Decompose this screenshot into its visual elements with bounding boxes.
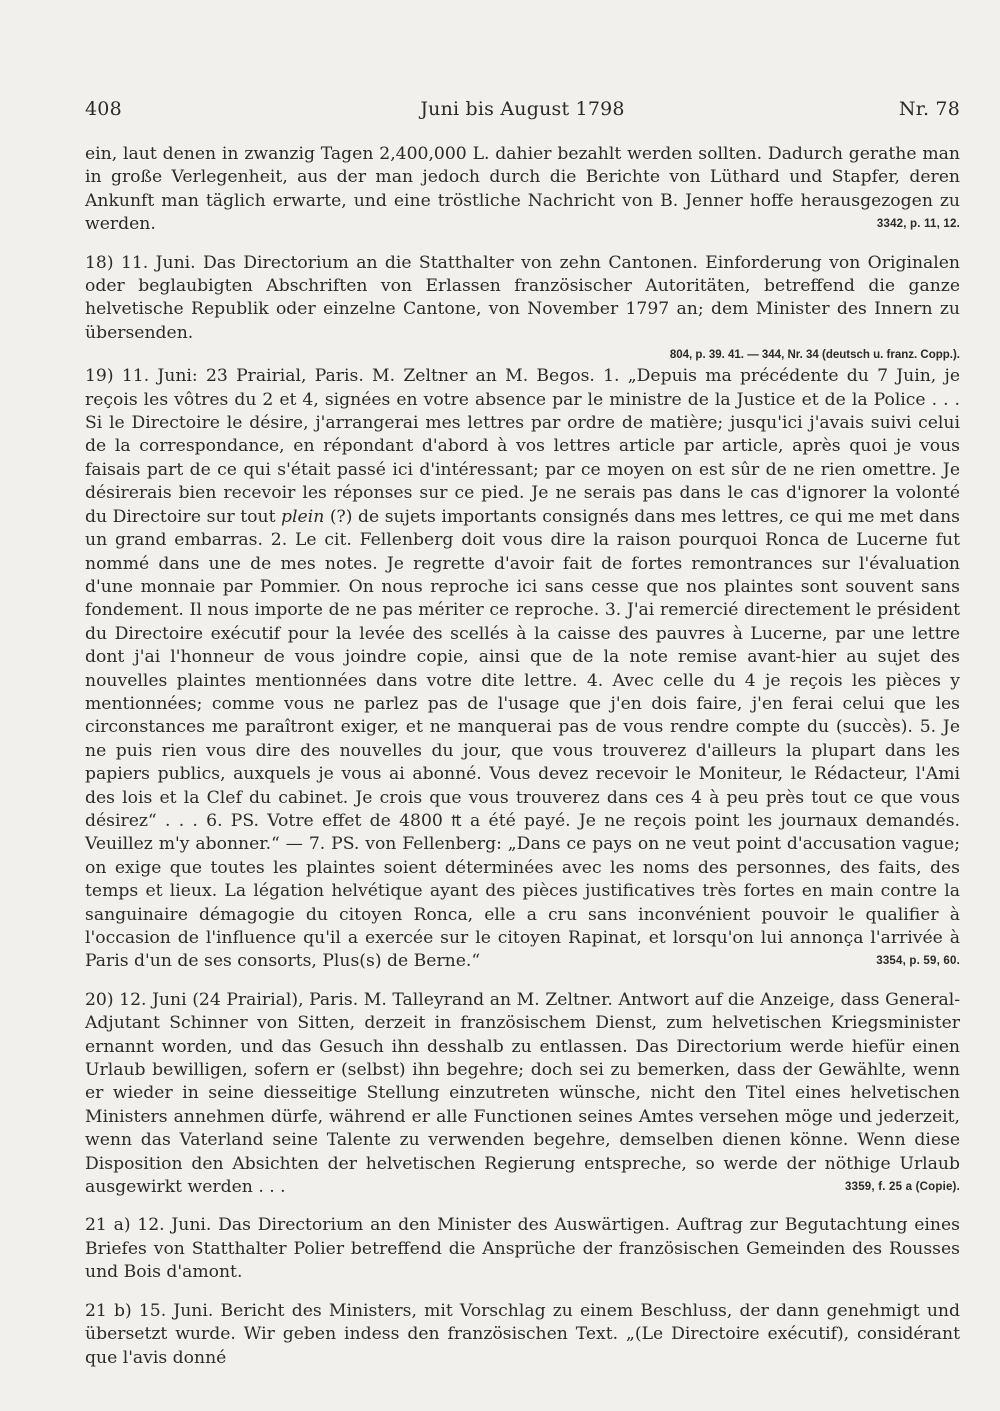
running-header (85, 98, 960, 130)
italic-word: plein (281, 506, 325, 527)
paragraph-text-part: 19) 11. Juni: 23 Prairial, Paris. M. Zeltner an M. Begos. 1. „Depuis ma précédente du 7 Juin, je reçois les vôtres du 2 et 4, signées en votre absence par le ministre de la Justice et de la Police . . . Si le Directoire le désire, j'arrangerai mes lettres par ordre de matière; jusqu'ici j'avais suivi celui de la correspondance, en répondant d'abord à vos lettres article par article, après quoi je vous faisais part de ce qui s'était passé ici d'intéressant; par ce moyen on est sûr de ne rien omettre. Je désirerais bien recevoir les réponses sur ce pied. Je ne serais pas dans le cas d'ignorer la volonté du Directoire sur tout (85, 366, 960, 527)
paragraph-entry-21a (85, 1214, 960, 1284)
paragraph-continuation (85, 143, 960, 237)
archive-reference: 3354, p. 59, 60. (876, 955, 960, 968)
paragraph-text: ein, laut denen in zwanzig Tagen 2,400,000 L. dahier bezahlt werden sollten. Dadurch gerathe man in große Verlegenheit, aus der man jedoch durch die Berichte von Lüthard und Stapfer, deren Ankunft man täglich erwarte, und eine tröstliche Nachricht von B. Jenner hoffe herausgezogen zu werden. (85, 144, 960, 235)
paragraph-text: 21 a) 12. Juni. Das Directorium an den Minister des Auswärtigen. Auftrag zur Begutachtung eines Briefes von Statthalter Polier betreffend die Ansprüche der französischen Gemeinden des Rousses und Bois d'amont. (85, 1215, 960, 1283)
running-title: Juni bis August 1798 (420, 98, 625, 120)
paragraph-entry-19 (85, 365, 960, 974)
paragraph-text: 21 b) 15. Juni. Bericht des Ministers, mit Vorschlag zu einem Beschluss, der dann genehmigt und übersetzt wurde. Wir geben indess den französischen Text. „(Le Directoire exécutif), considérant que l'avis donné (85, 1300, 960, 1368)
section-number: Nr. 78 (898, 98, 960, 120)
paragraph-entry-18 (85, 252, 960, 346)
paragraph-entry-20 (85, 989, 960, 1200)
paragraph-text: 20) 12. Juni (24 Prairial), Paris. M. Talleyrand an M. Zeltner. Antwort auf die Anzeige, dass General-Adjutant Schinner von Sitten, derzeit in französischem Dienst, zum helvetischen Kriegsminister ernannt worden, und das Gesuch ihn desshalb zu entlassen. Das Directorium werde hiefür einen Urlaub bewilligen, sofern er (selbst) ihn begehre; doch sei zu bemerken, dass der Gewählte, wenn er wieder in seine diesseitige Stellung einzutreten wünsche, nicht den Titel eines helvetischen Ministers annehmen dürfe, während er alle Functionen seines Amtes versehen möge und jederzeit, wenn das Vaterland seine Talente zu verwenden begehre, demselben dienen könne. Wenn diese Disposition den Absichten der helvetischen Regierung entspreche, so werde der nöthige Urlaub ausgewirkt werden . . . (85, 989, 960, 1198)
archive-reference: 3342, p. 11, 12. (876, 218, 960, 231)
paragraph-text-part: (?) de sujets importants consignés dans mes lettres, ce qui me met dans un grand embarras. 2. Le cit. Fellenberg doit vous dire la raison pourquoi Ronca de Lucerne fut nommé dans une de mes notes. Je regrette d'avoir fait de fortes remontrances sur l'évaluation d'une monnaie par Pommier. On nous reproche ici sans cesse que nos plaintes sont souvent sans fondement. Il nous importe de ne pas mériter ce reproche. 3. J'ai remercié directement le président du Directoire exécutif pour la levée des scellés à la caisse des pauvres à Lucerne, par une lettre dont j'ai l'honneur de vous joindre copie, ainsi que de la note remise avant-hier au sujet des nouvelles plaintes mentionnées dans votre dite lettre. 4. Avec celle du 4 je reçois les pièces y mentionnées; comme vous ne parlez pas de l'usage que j'en dois faire, j'en ferai celui que les circonstances me paraîtront exiger, et ne manquerai pas de vous rendre compte du (succès). 5. Je ne puis rien vous dire des nouvelles du jour, que vous trouverez d'ailleurs la plupart dans les papiers publics, auxquels je vous ai abonné. Vous devez recevoir le Moniteur, le Rédacteur, l'Ami des lois et la Clef du cabinet. Je crois que vous trouverez dans ces 4 à peu près tout ce que vous désirez“ . . . 6. PS. Votre effet de 4800 ₶ a été payé. Je ne reçois point les journaux demandés. Veuillez m'y abonner.“ — 7. PS. von Fellenberg: „Dans ce pays on ne veut point d'accusation vague; on exige que toutes les plaintes soient déterminées avec les noms des personnes, des faits, des temps et lieux. La légation helvétique ayant des pièces justificatives très fortes en main contre la sanguinaire démagogie du citoyen Ronca, elle a cru sans inconvénient pouvoir le qualifier à l'occasion de l'influence qu'il a exercée sur le citoyen Rapinat, et lorsqu'on lui annonça l'arrivée à Paris d'un de ses consorts, Plus(s) de Berne.“ (85, 506, 960, 972)
archive-reference: 804, p. 39. 41. — 344, Nr. 34 (deutsch u. franz. Copp.). (669, 349, 960, 362)
page-number: 408 (85, 98, 122, 120)
paragraph-entry-21b (85, 1300, 960, 1370)
archive-reference: 3359, f. 25 a (Copie). (845, 1181, 960, 1194)
document-body (85, 143, 960, 1370)
paragraph-text: 18) 11. Juni. Das Directorium an die Statthalter von zehn Cantonen. Einforderung von Originalen oder beglaubigten Abschriften von Erlassen französischer Autoritäten, betreffend die ganze helvetische Republik oder einzelne Cantone, von November 1797 an; dem Minister des Innern zu übersenden. (85, 252, 960, 343)
